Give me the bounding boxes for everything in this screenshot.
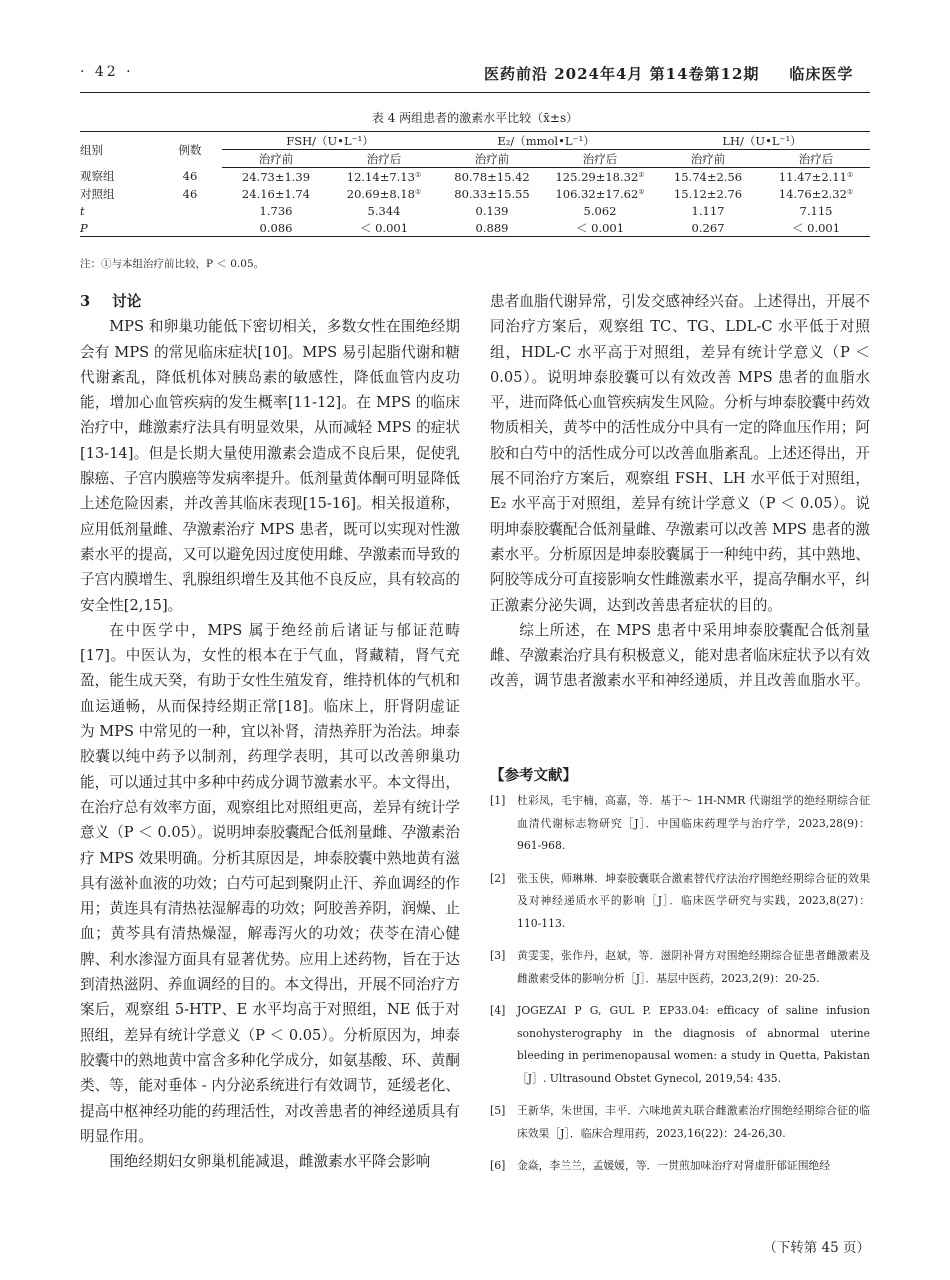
significance-mark: ①: [638, 170, 645, 179]
hormone-table: [80, 131, 870, 237]
table-cell: 0.889: [438, 219, 546, 237]
significance-mark: ①: [846, 187, 854, 196]
table-cell: 5.344: [367, 203, 401, 218]
row-label: P: [80, 219, 158, 237]
table-row: [80, 202, 870, 219]
table-cell: ＜ 0.001: [330, 219, 438, 237]
table-caption: 表 4 两组患者的激素水平比较（x̄±s）: [371, 111, 579, 125]
journal-section: 临床医学: [789, 65, 854, 83]
reference-item: [490, 790, 870, 858]
reference-number: [1]: [490, 794, 506, 807]
row-n: [158, 219, 222, 237]
sub-header-before: 治疗前: [222, 150, 330, 168]
reference-text: 黄雯雯，张作丹，赵斌，等．滋阴补肾方对围绝经期综合征患者雌激素及雌激素受体的影响分析［J］．基层中医药，2023,2(9)：20-25.: [517, 949, 870, 985]
paragraph: 患者血脂代谢异常，引发交感神经兴奋。上述得出，开展不同治疗方案后，观察组 TC、TG、LDL-C 水平低于对照组，HDL-C 水平高于对照组，差异有统计学意义（P ＜ 0.05）。说明坤泰胶囊可以有效改善 MPS 患者的血脂水平，进而降低心血管疾病发生风险。分析与坤泰胶囊中药效物质相关，黄芩中的活性成分中具有一定的降血压作用；阿胶和白芍中的活性成分可以改善血脂紊乱。上述还得出，开展不同治疗方案后，观察组 FSH、LH 水平低于对照组，E₂ 水平高于对照组，差异有统计学意义（P ＜ 0.05）。说明坤泰胶囊配合低剂量雌、孕激素可以改善 MPS 患者的激素水平。分析原因是坤泰胶囊属于一种纯中药，其中熟地、阿胶等成分可直接影响女性雌激素水平，提高孕酮水平，纠正激素分泌失调，达到改善患者症状的目的。: [490, 293, 870, 614]
row-label: 对照组: [80, 186, 115, 201]
reference-list: [490, 790, 870, 1188]
col-n-header: 例数: [158, 132, 222, 168]
header-rule: [80, 92, 870, 93]
table-cell: 7.115: [799, 203, 833, 218]
reference-text: 金焱，李兰兰，孟媛媛，等．一贯煎加味治疗对肾虚肝郁证围绝经: [517, 1159, 831, 1172]
continued-note: （下转第 45 页）: [763, 1240, 870, 1256]
table-cell: 80.78±15.42: [454, 169, 530, 184]
paragraph: 综上所述，在 MPS 患者中采用坤泰胶囊配合低剂量雌、孕激素治疗具有积极意义，能对患者临床症状予以有效改善，调节患者激素水平和神经递质，并且改善血脂水平。: [490, 621, 870, 690]
reference-number: [4]: [490, 1004, 506, 1017]
sub-header-after: 治疗后: [546, 150, 654, 168]
page-number: · 42 ·: [80, 64, 134, 80]
paragraph: MPS 和卵巢功能低下密切相关，多数女性在围绝经期会有 MPS 的常见临床症状[10]。MPS 易引起脂代谢和糖代谢紊乱，降低机体对胰岛素的敏感性，降低血管内皮功能，增加心血管疾病的发生概率[11-12]。在 MPS 的临床治疗中，雌激素疗法具有明显效果，从而减轻 MPS 的症状[13-14]。但是长期大量使用激素会造成不良后果，促使乳腺癌、子宫内膜癌等发病率提升。低剂量黄体酮可明显降低上述危险因素，并改善其临床表现[15-16]。相关报道称，应用低剂量雌、孕激素治疗 MPS 患者，既可以实现对性激素水平的提高，又可以避免因过度使用雌、孕激素而导致的子宫内膜增生、乳腺组织增生及其他不良反应，具有较高的安全性[2,15]。: [80, 318, 460, 614]
cell-value: 11.47±2.11: [778, 169, 847, 184]
reference-text: 张玉侠，师琳琳．坤泰胶囊联合激素替代疗法治疗围绝经期综合征的效果及对神经递质水平的影响［J］．临床医学研究与实践，2023,8(27)：110-113.: [517, 871, 870, 930]
table-cell: 24.73±1.39: [241, 169, 311, 184]
paragraph: 围绝经期妇女卵巢机能减退，雌激素水平降会影响: [109, 1153, 431, 1171]
table-cell: 1.117: [691, 203, 725, 218]
significance-mark: ①: [414, 170, 422, 179]
table-cell: [762, 185, 870, 202]
row-label: t: [80, 203, 85, 218]
table-row: [80, 219, 870, 237]
section-number: 3: [80, 293, 91, 310]
cell-value: 20.69±8.18: [346, 186, 415, 201]
e2-header: E₂/（mmol•L⁻¹）: [438, 132, 654, 150]
table-row: [80, 168, 870, 186]
reference-text: 王新华，朱世国，丰平．六味地黄丸联合雌激素治疗围绝经期综合征的临床效果［J］．临床合理用药，2023,16(22)：24-26,30.: [517, 1104, 870, 1140]
table-cell: 5.062: [583, 203, 617, 218]
reference-item: [490, 1000, 870, 1090]
table-cell: [546, 168, 654, 186]
cell-value: 106.32±17.62: [555, 186, 639, 201]
cell-value: 14.76±2.32: [778, 186, 847, 201]
reference-number: [3]: [490, 949, 506, 962]
table-cell: ＜ 0.001: [762, 219, 870, 237]
row-n: 46: [182, 169, 198, 184]
significance-mark: ①: [638, 187, 645, 196]
cell-value: 125.29±18.32: [555, 169, 639, 184]
reference-number: [6]: [490, 1159, 506, 1172]
reference-text: JOGEZAI P G, GUL P. EP33.04: efficacy of saline infusion sonohysterography in the diagnosis of abnormal uterine bleeding in perimenopausal women: a study in Quetta, Pakistan［J］. Ultrasound Obstet Gynecol, 2019,54: 435.: [517, 1004, 870, 1085]
cell-value: 12.14±7.13: [346, 169, 415, 184]
table-note: 注：①与本组治疗前比较，P ＜ 0.05。: [80, 258, 265, 270]
journal-name: 医药前沿 2024年4月 第14卷第12期: [484, 65, 760, 83]
fsh-header: FSH/（U•L⁻¹）: [222, 132, 438, 150]
section-heading: [80, 289, 460, 314]
significance-mark: ①: [846, 170, 854, 179]
row-n: [158, 202, 222, 219]
table-cell: 0.267: [654, 219, 762, 237]
table-cell: [546, 185, 654, 202]
reference-number: [5]: [490, 1104, 506, 1117]
table-row: [80, 185, 870, 202]
row-label: 观察组: [80, 169, 115, 184]
table-cell: [330, 168, 438, 186]
table-cell: 80.33±15.55: [454, 186, 530, 201]
reference-number: [2]: [490, 871, 506, 885]
table-cell: 0.139: [475, 203, 509, 218]
table-cell: 0.086: [222, 219, 330, 237]
col-group-header: 组别: [80, 132, 158, 168]
sub-header-before: 治疗前: [438, 150, 546, 168]
reference-item: [490, 945, 870, 990]
section-title: 讨论: [112, 293, 142, 310]
journal-header: [484, 63, 853, 84]
table-cell: [330, 185, 438, 202]
table-cell: 15.12±2.76: [673, 186, 743, 201]
sub-header-before: 治疗前: [654, 150, 762, 168]
lh-header: LH/（U•L⁻¹）: [654, 132, 870, 150]
table-cell: 15.74±2.56: [673, 169, 743, 184]
reference-text: 杜彩凤，毛宇楠，高嘉，等．基于～ 1H-NMR 代谢组学的绝经期综合征血清代谢标志物研究［J］．中国临床药理学与治疗学，2023,28(9)：961-968.: [517, 794, 870, 852]
left-column: [80, 289, 460, 1174]
table-cell: ＜ 0.001: [546, 219, 654, 237]
sub-header-after: 治疗后: [762, 150, 870, 168]
table-cell: [762, 168, 870, 186]
right-column: [490, 289, 870, 694]
significance-mark: ①: [414, 187, 422, 196]
paragraph: 在中医学中，MPS 属于绝经前后诸证与郁证范畴[17]。中医认为，女性的根本在于气血，肾藏精，肾气充盈，能生成天癸，有助于女性生殖发育，维持机体的气机和血运通畅，从而保持经期正常[18]。临床上，肝肾阴虚证为 MPS 中常见的一种，宜以补肾，清热养肝为治法。坤泰胶囊以纯中药予以制剂，药理学表明，其可以改善卵巢功能，可以通过其中多种中药成分调节激素水平。本文得出，在治疗总有效率方面，观察组比对照组更高，差异有统计学意义（P ＜ 0.05）。说明坤泰胶囊配合低剂量雌、孕激素治疗 MPS 效果明确。分析其原因是，坤泰胶囊中熟地黄有滋具有滋补血液的功效；白芍可起到聚阴止汗、养血调经的作用；黄连具有清热祛湿解毒的功效；阿胶善养阴，润燥、止血；黄芩具有清热燥湿，解毒泻火的功效；茯苓在清心健脾、利水渗湿方面具有显著优势。应用上述药物，旨在于达到清热滋阴、养血调经的目的。本文得出，开展不同治疗方案后，观察组 5-HTP、E 水平均高于对照组，NE 低于对照组，差异有统计学意义（P ＜ 0.05）。分析原因为，坤泰胶囊中的熟地黄中富含多种化学成分，如氨基酸、环、黄酮类、等，能对垂体 - 内分泌系统进行有效调节，延缓老化、提高中枢神经功能的药理活性，对改善患者的神经递质具有明显作用。: [80, 621, 460, 1145]
reference-item: [490, 1155, 870, 1178]
reference-item: [490, 1100, 870, 1145]
table-cell: 1.736: [259, 203, 293, 218]
sub-header-after: 治疗后: [330, 150, 438, 168]
table-cell: 24.16±1.74: [241, 186, 311, 201]
reference-item: [490, 868, 870, 936]
row-n: 46: [182, 186, 198, 201]
references-heading: 【参考文献】: [490, 767, 577, 784]
